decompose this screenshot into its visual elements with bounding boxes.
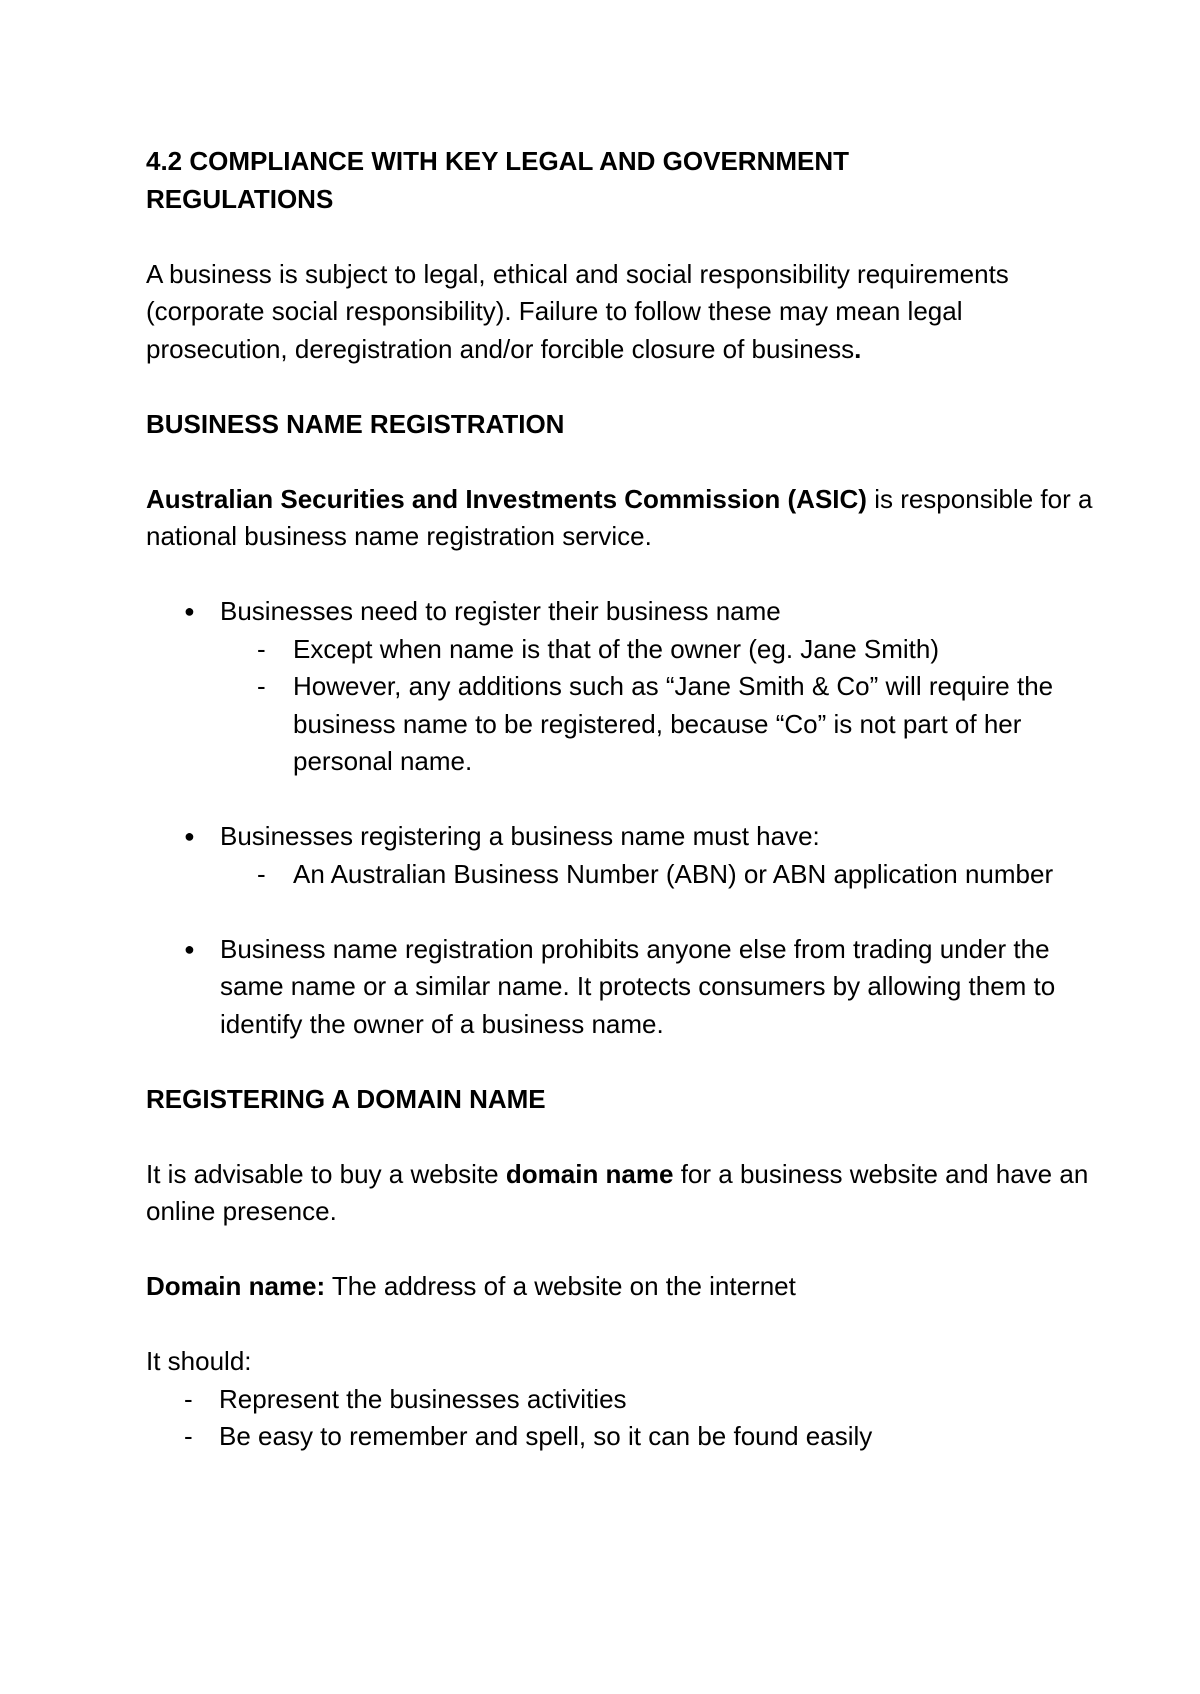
spacer — [146, 443, 1100, 481]
page-title — [146, 143, 1100, 218]
definition-term: Domain name: — [146, 1271, 326, 1301]
domain-definition — [146, 1268, 1100, 1306]
bullet-icon: ● — [184, 938, 195, 959]
page-title-line-1: 4.2 COMPLIANCE WITH KEY LEGAL AND GOVERNMENT — [146, 146, 850, 176]
intro-paragraph — [146, 256, 1100, 369]
list-item — [146, 1381, 1100, 1419]
dash-icon: - — [184, 1421, 193, 1451]
list-item — [146, 593, 1100, 781]
section-heading-domain: REGISTERING A DOMAIN NAME — [146, 1083, 546, 1114]
dash-icon: - — [257, 671, 266, 701]
spacer — [146, 1306, 1100, 1344]
domain-name-term: domain name — [505, 1158, 674, 1189]
dash-icon: - — [257, 858, 266, 889]
sub-list — [220, 631, 1100, 781]
spacer — [146, 218, 1100, 256]
sub-list-item — [220, 668, 1100, 781]
list-item-text: Business name registration prohibits anyone else from trading under the same name or a similar name. It protects consumers by allowing them to identify the owner of a business name. — [220, 933, 1056, 1039]
spacer — [146, 781, 1100, 819]
list-item-text: Represent the businesses activities — [219, 1383, 627, 1414]
spacer — [146, 368, 1100, 406]
sub-list-item-text: An Australian Business Number (ABN) or ABN application number — [293, 858, 1054, 889]
spacer — [146, 556, 1100, 594]
definition-text: The address of a website on the internet — [325, 1271, 796, 1301]
asic-paragraph — [146, 481, 1100, 556]
spacer — [146, 893, 1100, 931]
spacer — [146, 1043, 1100, 1081]
sub-list — [220, 856, 1100, 894]
spacer — [146, 1231, 1100, 1269]
domain-advice-paragraph — [146, 1156, 1100, 1231]
business-name-bullet-list — [146, 593, 1100, 1043]
list-item-text: Businesses registering a business name must have: — [220, 821, 820, 851]
list-item — [146, 1418, 1100, 1456]
should-label: It should: — [146, 1346, 252, 1376]
intro-period: . — [854, 333, 862, 364]
sub-list-item — [220, 856, 1100, 894]
sub-list-item — [220, 631, 1100, 669]
list-item — [146, 818, 1100, 893]
list-item-text: Businesses need to register their business name — [220, 596, 781, 626]
should-list — [146, 1381, 1100, 1456]
section-heading-business-name: BUSINESS NAME REGISTRATION — [146, 408, 565, 439]
domain-advice-text-end: for a business website and have an online presence. — [146, 1158, 1089, 1226]
domain-advice-text: It is advisable to buy a website — [146, 1158, 506, 1189]
bullet-icon: ● — [184, 826, 195, 846]
dash-icon: - — [257, 633, 266, 664]
sub-list-item-text: However, any additions such as “Jane Smith & Co” will require the business name to be registered, because “Co” is not part of her personal name. — [293, 671, 1054, 776]
sub-list-item-text: Except when name is that of the owner (eg. Jane Smith) — [293, 633, 940, 664]
asic-name: Australian Securities and Investments Commission (ASIC) — [146, 483, 867, 514]
bullet-icon: ● — [184, 601, 195, 621]
dash-icon: - — [184, 1383, 193, 1414]
asic-description: is responsible for a national business name registration service. — [146, 483, 1093, 551]
intro-text: A business is subject to legal, ethical and social responsibility requirements (corporate social responsibility). Failure to follow these may mean legal prosecution, deregistration and/or forcible closure of business — [146, 258, 1009, 364]
page-title-line-2: REGULATIONS — [146, 183, 334, 214]
list-item — [146, 931, 1100, 1044]
list-item-text: Be easy to remember and spell, so it can be found easily — [219, 1421, 873, 1451]
spacer — [146, 1118, 1100, 1156]
